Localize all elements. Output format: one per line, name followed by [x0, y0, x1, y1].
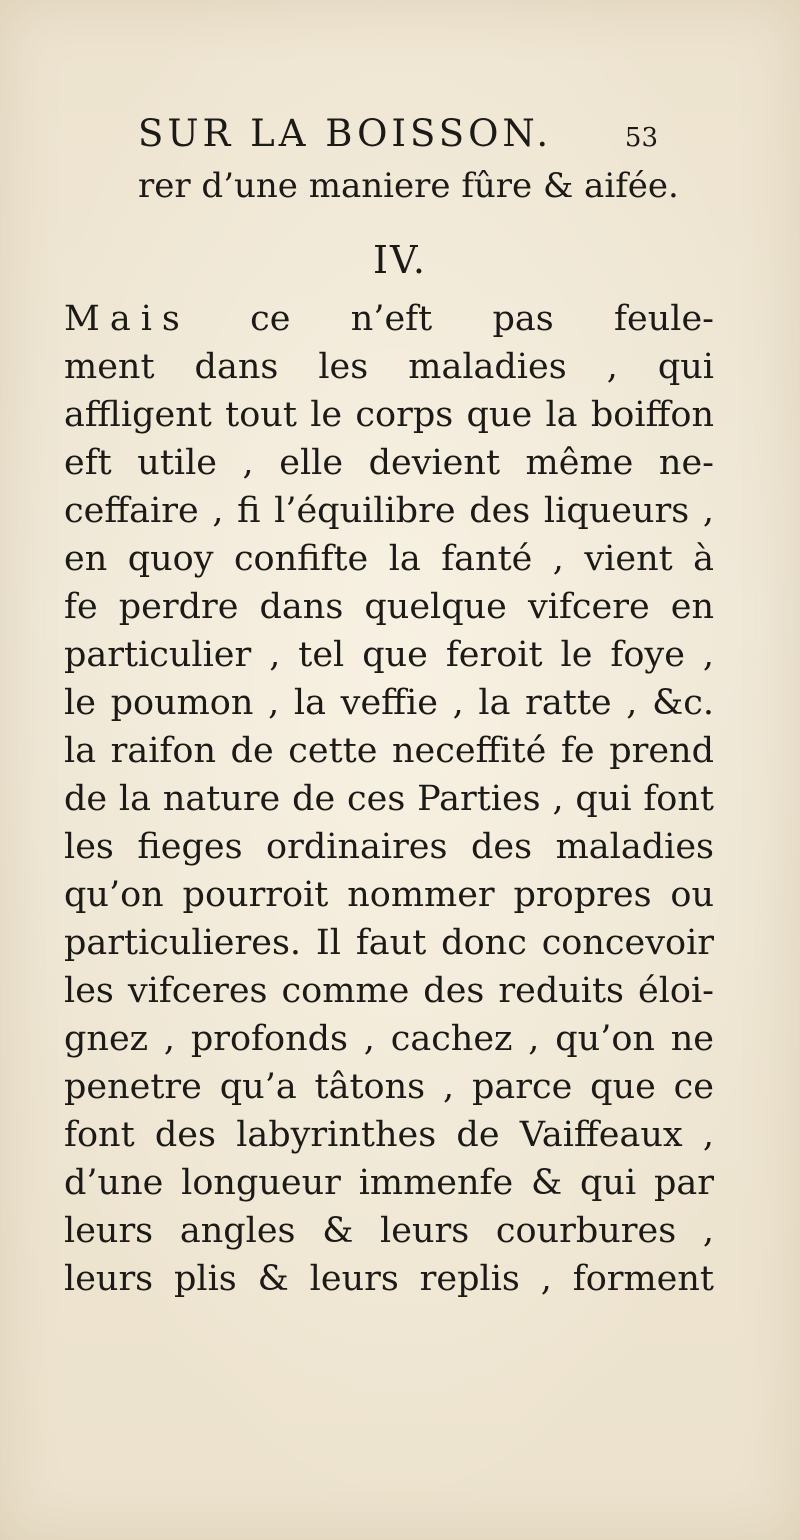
text-line: d’une longueur immenfe & qui par: [64, 1163, 714, 1203]
text-line: particulieres. Il faut donc concevoir: [64, 923, 714, 963]
text-line: ment dans les maladies , qui: [64, 347, 714, 387]
text-line: de la nature de ces Parties , qui font: [64, 779, 714, 819]
text-line: la raifon de cette neceffité fe prend: [64, 731, 714, 771]
text-line: eft utile , elle devient même ne-: [64, 443, 714, 483]
first-line-rest: ce n’eft pas feule-: [250, 299, 714, 339]
continuation-line: rer d’une maniere fûre & aifée.: [138, 166, 679, 206]
lead-word: Mais: [64, 299, 190, 339]
text-line: particulier , tel que feroit le foye ,: [64, 635, 714, 675]
text-line: fe perdre dans quelque vifcere en: [64, 587, 714, 627]
running-title: SUR LA BOISSON.: [138, 112, 553, 155]
text-line: le poumon , la veffie , la ratte , &c.: [64, 683, 714, 723]
text-line: font des labyrinthes de Vaiffeaux ,: [64, 1115, 714, 1155]
text-line: penetre qu’a tâtons , parce que ce: [64, 1067, 714, 1107]
text-line: [64, 295, 714, 343]
text-line: gnez , profonds , cachez , qu’on ne: [64, 1019, 714, 1059]
text-line: leurs angles & leurs courbures ,: [64, 1211, 714, 1251]
text-line: leurs plis & leurs replis , forment: [64, 1259, 714, 1299]
paragraph: [64, 295, 714, 1303]
running-head: [138, 112, 658, 155]
text-line: ceffaire , fi l’équilibre des liqueurs ,: [64, 491, 714, 531]
text-line: les fieges ordinaires des maladies: [64, 827, 714, 867]
text-line: affligent tout le corps que la boiffon: [64, 395, 714, 435]
text-line: les vifceres comme des reduits éloi-: [64, 971, 714, 1011]
text-line: qu’on pourroit nommer propres ou: [64, 875, 714, 915]
section-number: IV.: [373, 238, 427, 282]
text-line: en quoy confifte la fanté , vient à: [64, 539, 714, 579]
page-number: 53: [624, 123, 658, 153]
